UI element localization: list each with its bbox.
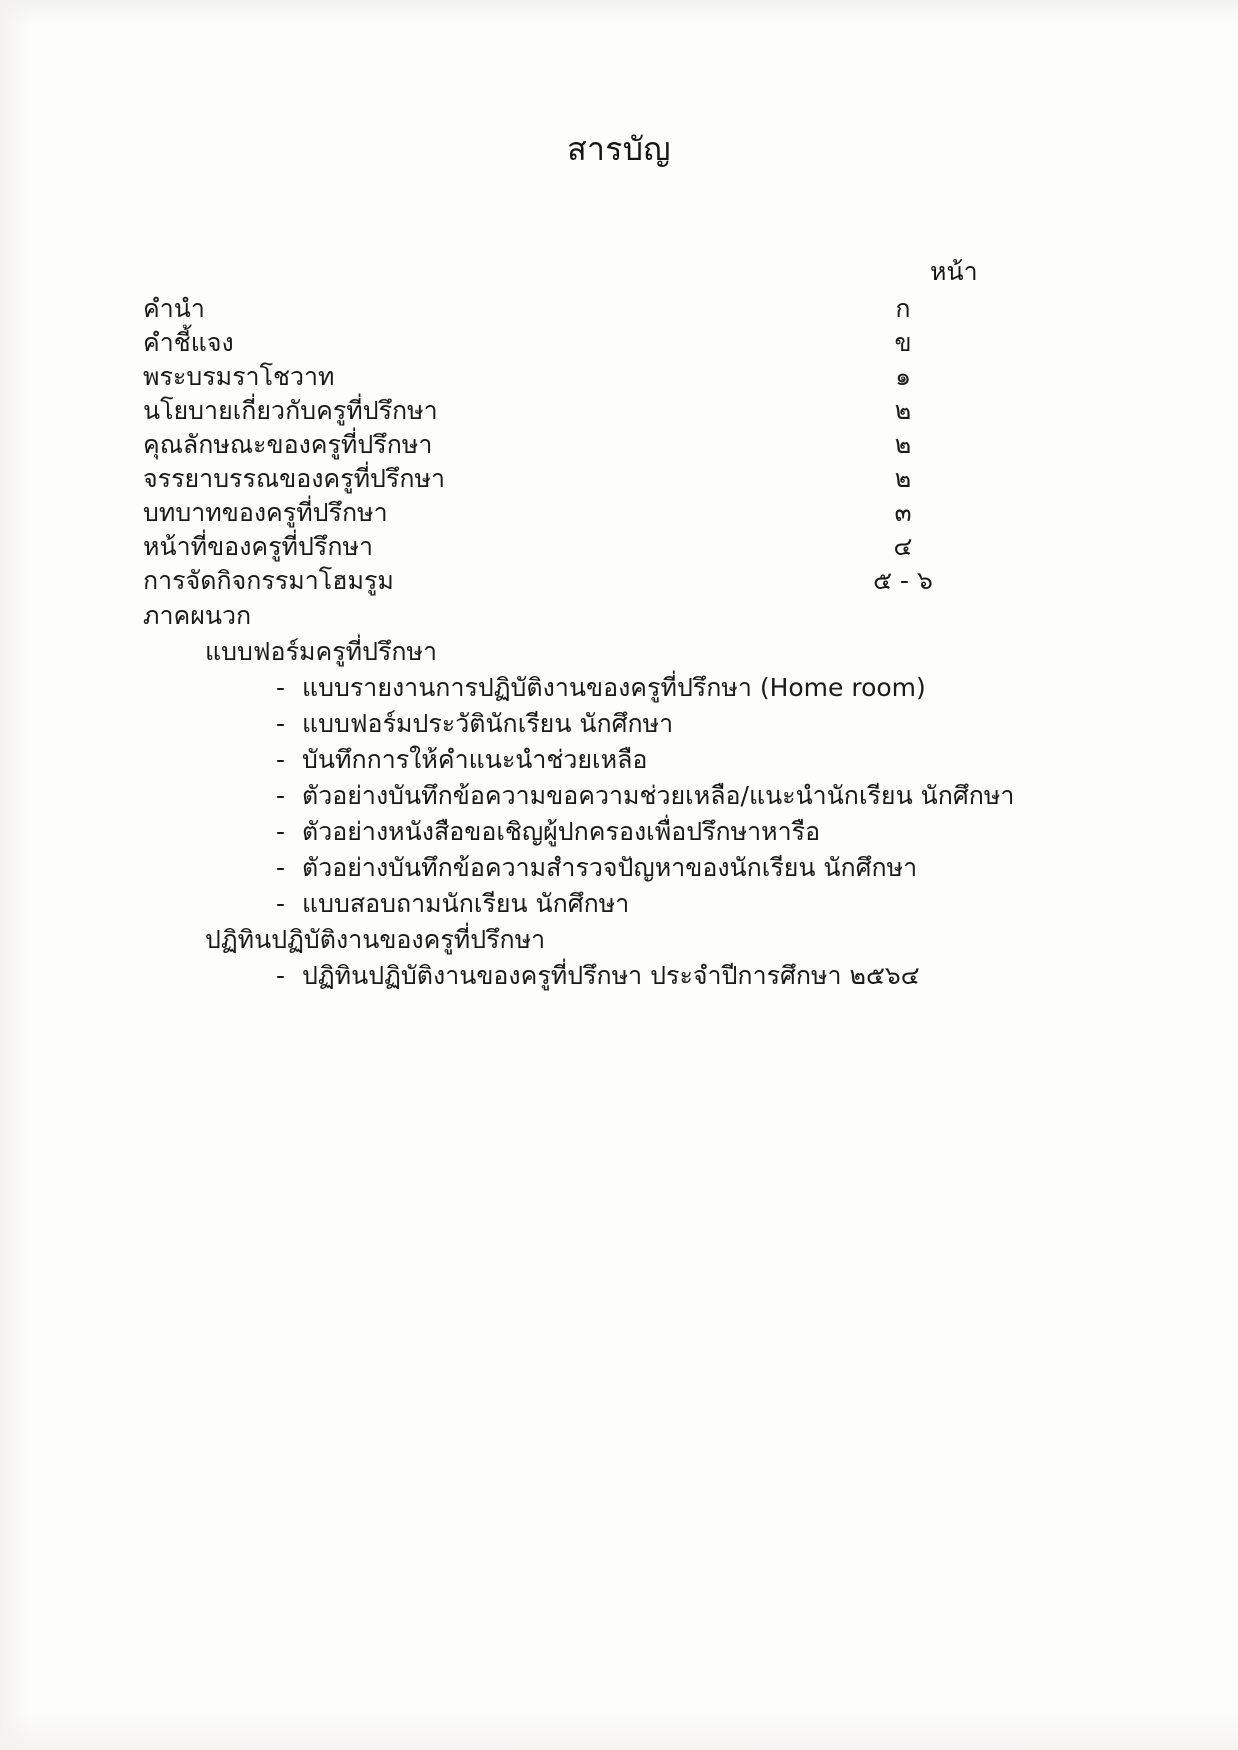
- dash-bullet: -: [276, 673, 286, 702]
- toc-entry-label: คุณลักษณะของครูที่ปรึกษา: [143, 430, 433, 459]
- toc-entry-label: พระบรมราโชวาท: [143, 362, 335, 391]
- toc-entry-page: ๕ - ๖: [873, 566, 933, 595]
- toc-entry-label: จรรยาบรรณของครูที่ปรึกษา: [143, 464, 446, 493]
- toc-entry: [143, 462, 1013, 496]
- toc-entry: [143, 394, 1013, 428]
- page-column-header: หน้า: [930, 257, 978, 286]
- toc-entry-page: ๒: [894, 464, 912, 493]
- list-item-label: บันทึกการให้คำแนะนำช่วยเหลือ: [302, 745, 648, 774]
- toc-entry-label: บทบาทของครูที่ปรึกษา: [143, 498, 388, 527]
- toc-entry-page: ก: [895, 294, 911, 323]
- appendix-heading: ภาคผนวก: [143, 601, 252, 630]
- toc-entry-page: ๔: [893, 532, 913, 561]
- list-item-label: ปฏิทินปฏิบัติงานของครูที่ปรึกษา ประจำปีการศึกษา ๒๕๖๔: [302, 961, 920, 990]
- list-item: [143, 778, 1083, 814]
- list-item-label: ตัวอย่างบันทึกข้อความขอความช่วยเหลือ/แนะนำนักเรียน นักศึกษา: [302, 781, 1015, 810]
- page-title: สารบัญ: [567, 130, 671, 168]
- dash-bullet: -: [276, 889, 286, 918]
- toc-entry-label: คำนำ: [143, 294, 205, 323]
- appendix-subheading-calendar: ปฏิทินปฏิบัติงานของครูที่ปรึกษา: [205, 925, 546, 954]
- dash-bullet: -: [276, 745, 286, 774]
- toc-entry: [143, 496, 1013, 530]
- toc-entry-label: หน้าที่ของครูที่ปรึกษา: [143, 532, 373, 561]
- toc-entry: [143, 360, 1013, 394]
- toc-entry-page: ๒: [894, 396, 912, 425]
- list-item-label: แบบฟอร์มประวัตินักเรียน นักศึกษา: [302, 709, 674, 738]
- list-item: [143, 886, 1083, 922]
- toc-entry-label: นโยบายเกี่ยวกับครูที่ปรึกษา: [143, 396, 438, 425]
- list-item-label: แบบสอบถามนักเรียน นักศึกษา: [302, 889, 630, 918]
- toc-entry: [143, 564, 1013, 598]
- dash-bullet: -: [276, 781, 286, 810]
- table-of-contents: [143, 292, 1013, 598]
- toc-entry: [143, 530, 1013, 564]
- list-item-label: ตัวอย่างบันทึกข้อความสำรวจปัญหาของนักเรียน นักศึกษา: [302, 853, 918, 882]
- list-item: [143, 814, 1083, 850]
- list-item: [143, 670, 1083, 706]
- toc-entry-page: ๓: [894, 498, 912, 527]
- appendix-calendar-list: [143, 958, 1083, 994]
- toc-entry-label: คำชี้แจง: [143, 328, 234, 357]
- list-item-label: แบบรายงานการปฏิบัติงานของครูที่ปรึกษา (Home room): [302, 673, 926, 702]
- toc-entry-label: การจัดกิจกรรมาโฮมรูม: [143, 566, 394, 595]
- toc-entry: [143, 428, 1013, 462]
- scan-edge-left: [0, 0, 30, 1750]
- toc-entry: [143, 292, 1013, 326]
- appendix-subheading-forms: แบบฟอร์มครูที่ปรึกษา: [205, 637, 438, 666]
- dash-bullet: -: [276, 853, 286, 882]
- toc-entry-page: ๑: [895, 362, 911, 391]
- dash-bullet: -: [276, 709, 286, 738]
- list-item: [143, 850, 1083, 886]
- appendix-forms-list: [143, 670, 1083, 922]
- list-item-label: ตัวอย่างหนังสือขอเชิญผู้ปกครองเพื่อปรึกษาหารือ: [302, 817, 821, 846]
- toc-entry-page: ๒: [894, 430, 912, 459]
- scan-edge-top: [0, 0, 1238, 26]
- list-item: [143, 742, 1083, 778]
- dash-bullet: -: [276, 817, 286, 846]
- dash-bullet: -: [276, 961, 286, 990]
- scan-edge-bottom: [0, 1710, 1238, 1750]
- appendix-section: [143, 598, 1083, 994]
- list-item: [143, 706, 1083, 742]
- toc-entry: [143, 326, 1013, 360]
- list-item: [143, 958, 1083, 994]
- toc-entry-page: ข: [894, 328, 912, 357]
